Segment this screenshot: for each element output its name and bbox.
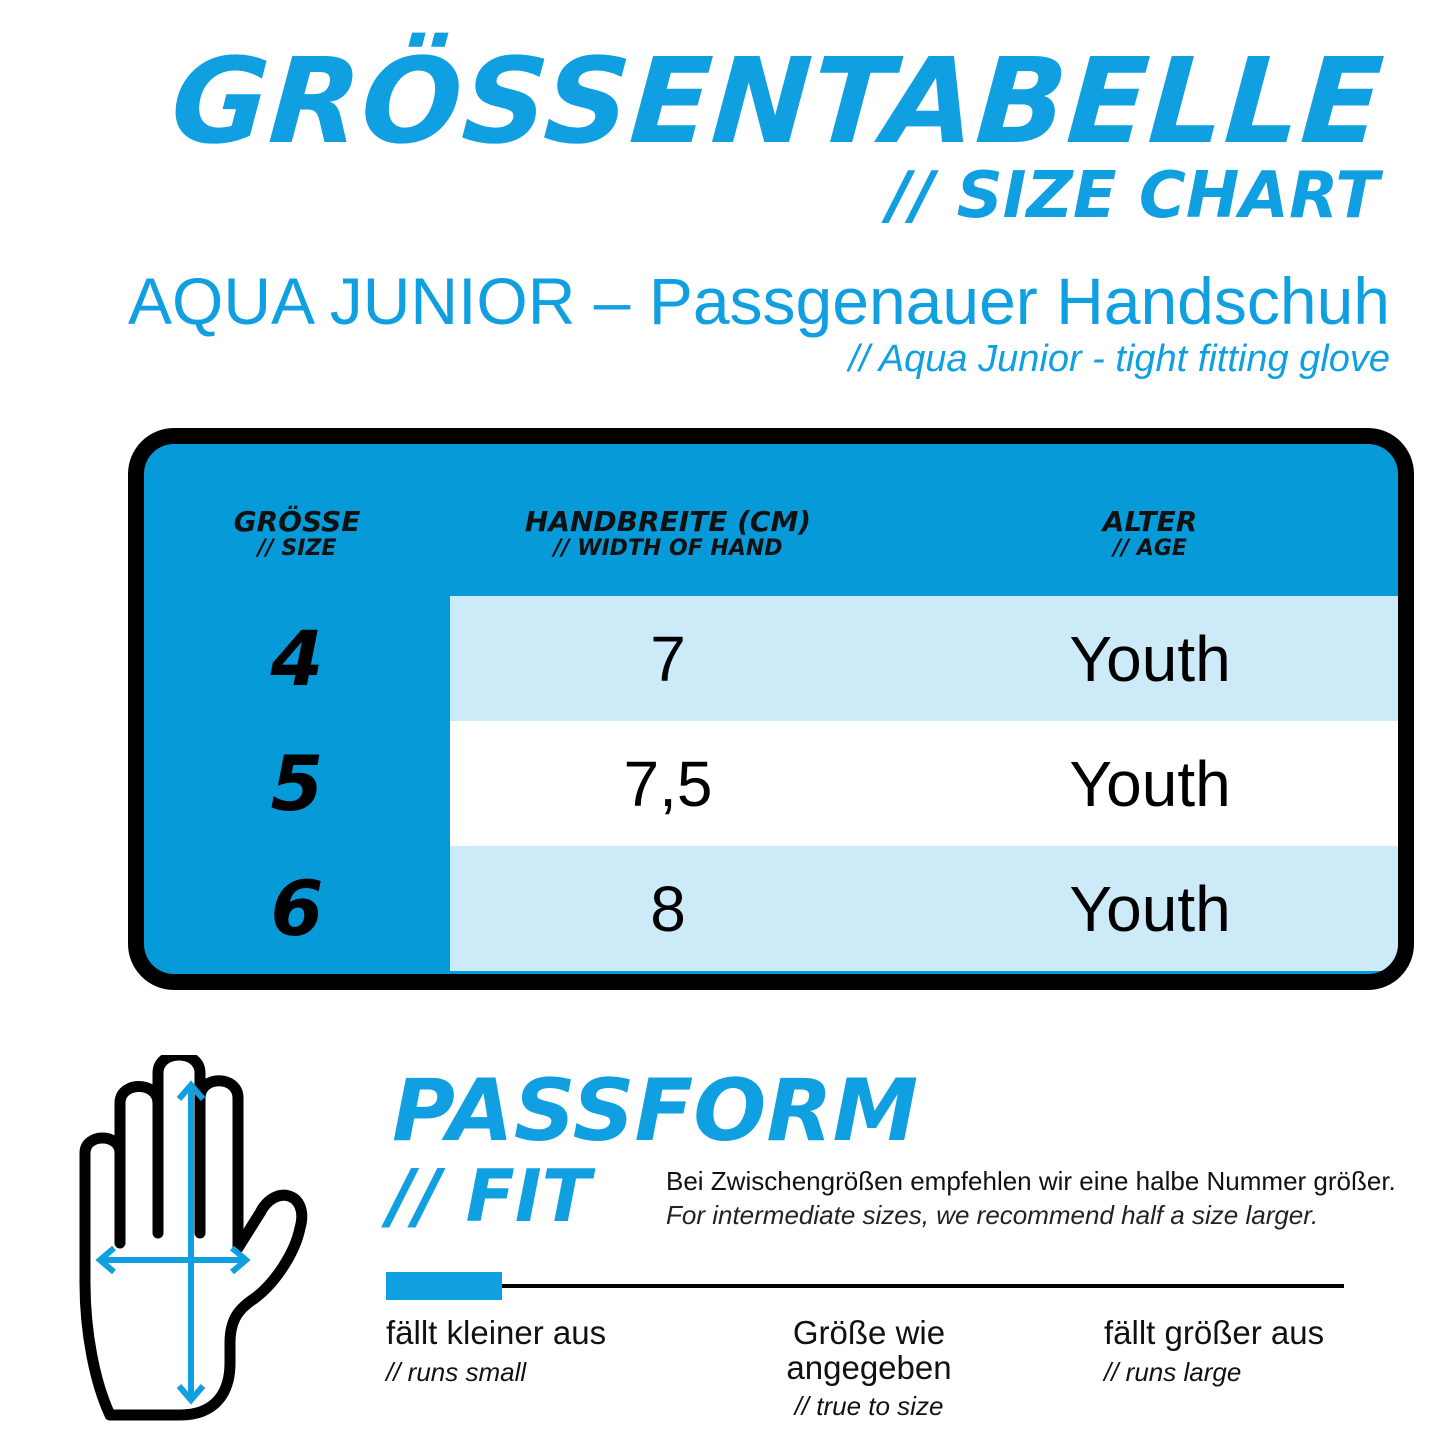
product-subtitle: // Aqua Junior - tight fitting glove bbox=[848, 338, 1390, 380]
table-row bbox=[144, 846, 1398, 971]
column-header-width-en: // WIDTH OF HAND bbox=[553, 536, 783, 562]
size-cell: 5 bbox=[270, 739, 324, 828]
fit-label-small-de: fällt kleiner aus bbox=[386, 1314, 607, 1351]
fit-label-true-de-2: angegeben bbox=[786, 1348, 952, 1386]
fit-label-true bbox=[760, 1316, 978, 1422]
fit-recommendation-de: Bei Zwischengrößen empfehlen wir eine halbe Nummer größer. bbox=[666, 1166, 1396, 1196]
fit-scale-track bbox=[502, 1284, 1344, 1288]
width-cell: 8 bbox=[650, 872, 686, 945]
fit-title-english: // FIT bbox=[388, 1154, 591, 1238]
column-header-age-en: // AGE bbox=[1113, 536, 1187, 562]
fit-label-large-de: fällt größer aus bbox=[1104, 1314, 1325, 1351]
age-cell: Youth bbox=[1069, 872, 1231, 945]
column-header-size-en: // SIZE bbox=[257, 536, 337, 562]
fit-label-small bbox=[386, 1316, 606, 1388]
fit-title: PASSFORM bbox=[392, 1061, 919, 1161]
column-header-width-de: HANDBREITE (CM) bbox=[524, 505, 812, 538]
width-cell: 7,5 bbox=[623, 747, 713, 820]
column-header-size bbox=[144, 506, 450, 562]
size-table-body bbox=[144, 444, 1398, 974]
size-table bbox=[128, 428, 1414, 990]
page-title: GRÖSSENTABELLE bbox=[166, 32, 1388, 170]
size-cell: 4 bbox=[270, 614, 324, 703]
age-cell: Youth bbox=[1069, 747, 1231, 820]
fit-label-true-en: // true to size bbox=[794, 1391, 944, 1422]
size-cell: 6 bbox=[270, 864, 324, 953]
row-values bbox=[450, 721, 1398, 846]
table-row bbox=[144, 596, 1398, 721]
column-header-width bbox=[450, 506, 886, 562]
width-cell: 7 bbox=[650, 622, 686, 695]
row-values bbox=[450, 596, 1398, 721]
fit-label-small-en: // runs small bbox=[386, 1356, 527, 1387]
column-header-age bbox=[950, 506, 1350, 562]
age-cell: Youth bbox=[1069, 622, 1231, 695]
fit-label-large bbox=[1104, 1316, 1324, 1388]
column-header-age-de: ALTER bbox=[1102, 505, 1198, 538]
product-title: AQUA JUNIOR – Passgenauer Handschuh bbox=[128, 264, 1390, 338]
page-title-english: // SIZE CHART bbox=[887, 159, 1379, 233]
row-values bbox=[450, 846, 1398, 971]
fit-recommendation-en: For intermediate sizes, we recommend half a size larger. bbox=[666, 1200, 1319, 1230]
hand-measure-icon bbox=[70, 1055, 320, 1425]
fit-label-large-en: // runs large bbox=[1104, 1356, 1242, 1387]
fit-scale-indicator bbox=[386, 1272, 502, 1300]
fit-label-true-de-1: Größe wie bbox=[792, 1314, 946, 1351]
table-row bbox=[144, 721, 1398, 846]
column-header-size-de: GRÖSSE bbox=[233, 505, 361, 538]
